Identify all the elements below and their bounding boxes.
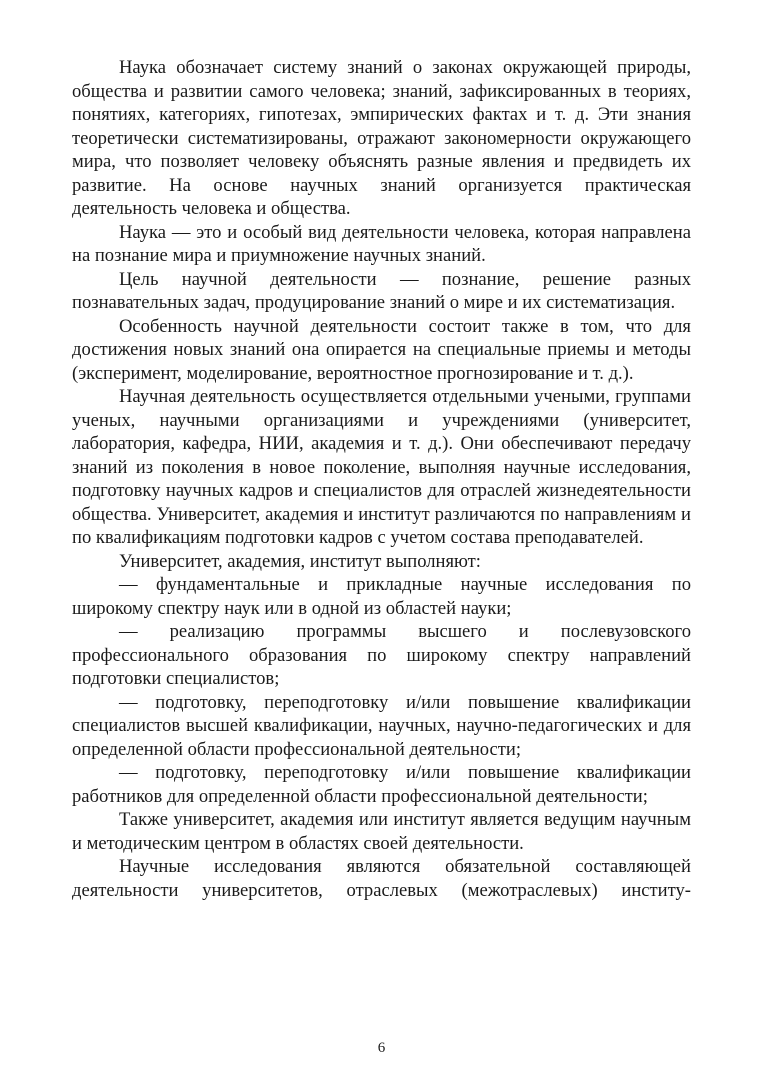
list-item-education-programs: — реализацию программы высшего и послевузовского профессионального образования по широкому спектру направлений подготовки специалистов; bbox=[72, 621, 691, 689]
paragraph-methodical-center: Также университет, академия или институт является ведущим научным и методическим центром в областях своей деятельности. bbox=[72, 809, 691, 854]
paragraph-science-goal: Цель научной деятельности — познание, решение разных познавательных задач, продуцирование знаний о мире и их систематизация. bbox=[72, 268, 691, 313]
paragraph-functions-intro: Университет, академия, институт выполняют: bbox=[119, 550, 481, 572]
list-item-worker-training: — подготовку, переподготовку и/или повышение квалификации работников для определенной области профессиональной деятельности; bbox=[72, 762, 691, 807]
paragraph-science-definition: Наука обозначает систему знаний о законах окружающей природы, общества и развитии самого человека; знаний, зафиксированных в теориях, понятиях, категориях, гипотезах, эмпирических фактах и т. д. Эти знания теоретически систематизированы, отражают закономерности окружающего мира, что позволяет человеку объяснять разные явления и предвидеть их развитие. На основе научных знаний организуется практическая деятельность человека и общества. bbox=[72, 57, 691, 219]
list-item-specialist-training: — подготовку, переподготовку и/или повышение квалификации специалистов высшей квалификации, научных, научно-педагогических и для определенной области профессиональной деятельности; bbox=[72, 691, 691, 760]
paragraph-science-institutions: Научная деятельность осуществляется отдельными учеными, группами ученых, научными организациями и учреждениями (университет, лаборатория, кафедра, НИИ, академия и т. д.). Они обеспечивают передачу знаний из поколения в новое поколение, выполняя научные исследования, подготовку научных кадров и специалистов для отраслей жизнедеятельности общества. Университет, академия и институт различаются по направлениям и по квалификациям подготовки кадров с учетом состава преподавателей. bbox=[72, 386, 691, 548]
paragraph-research-obligation: Научные исследования являются обязательной составляющей деятельности университетов, отраслевых (межотраслевых) институ- bbox=[72, 856, 691, 901]
page-body bbox=[72, 56, 691, 902]
paragraph-science-activity: Наука — это и особый вид деятельности человека, которая направлена на познание мира и приумножение научных знаний. bbox=[72, 221, 691, 266]
paragraph-science-methods: Особенность научной деятельности состоит также в том, что для достижения новых знаний она опирается на специальные приемы и методы (эксперимент, моделирование, вероятностное прогнозирование и т. д.). bbox=[72, 315, 691, 384]
list-item-research: — фундаментальные и прикладные научные исследования по широкому спектру наук или в одной из областей науки; bbox=[72, 574, 691, 619]
page-number: 6 bbox=[377, 1040, 386, 1056]
